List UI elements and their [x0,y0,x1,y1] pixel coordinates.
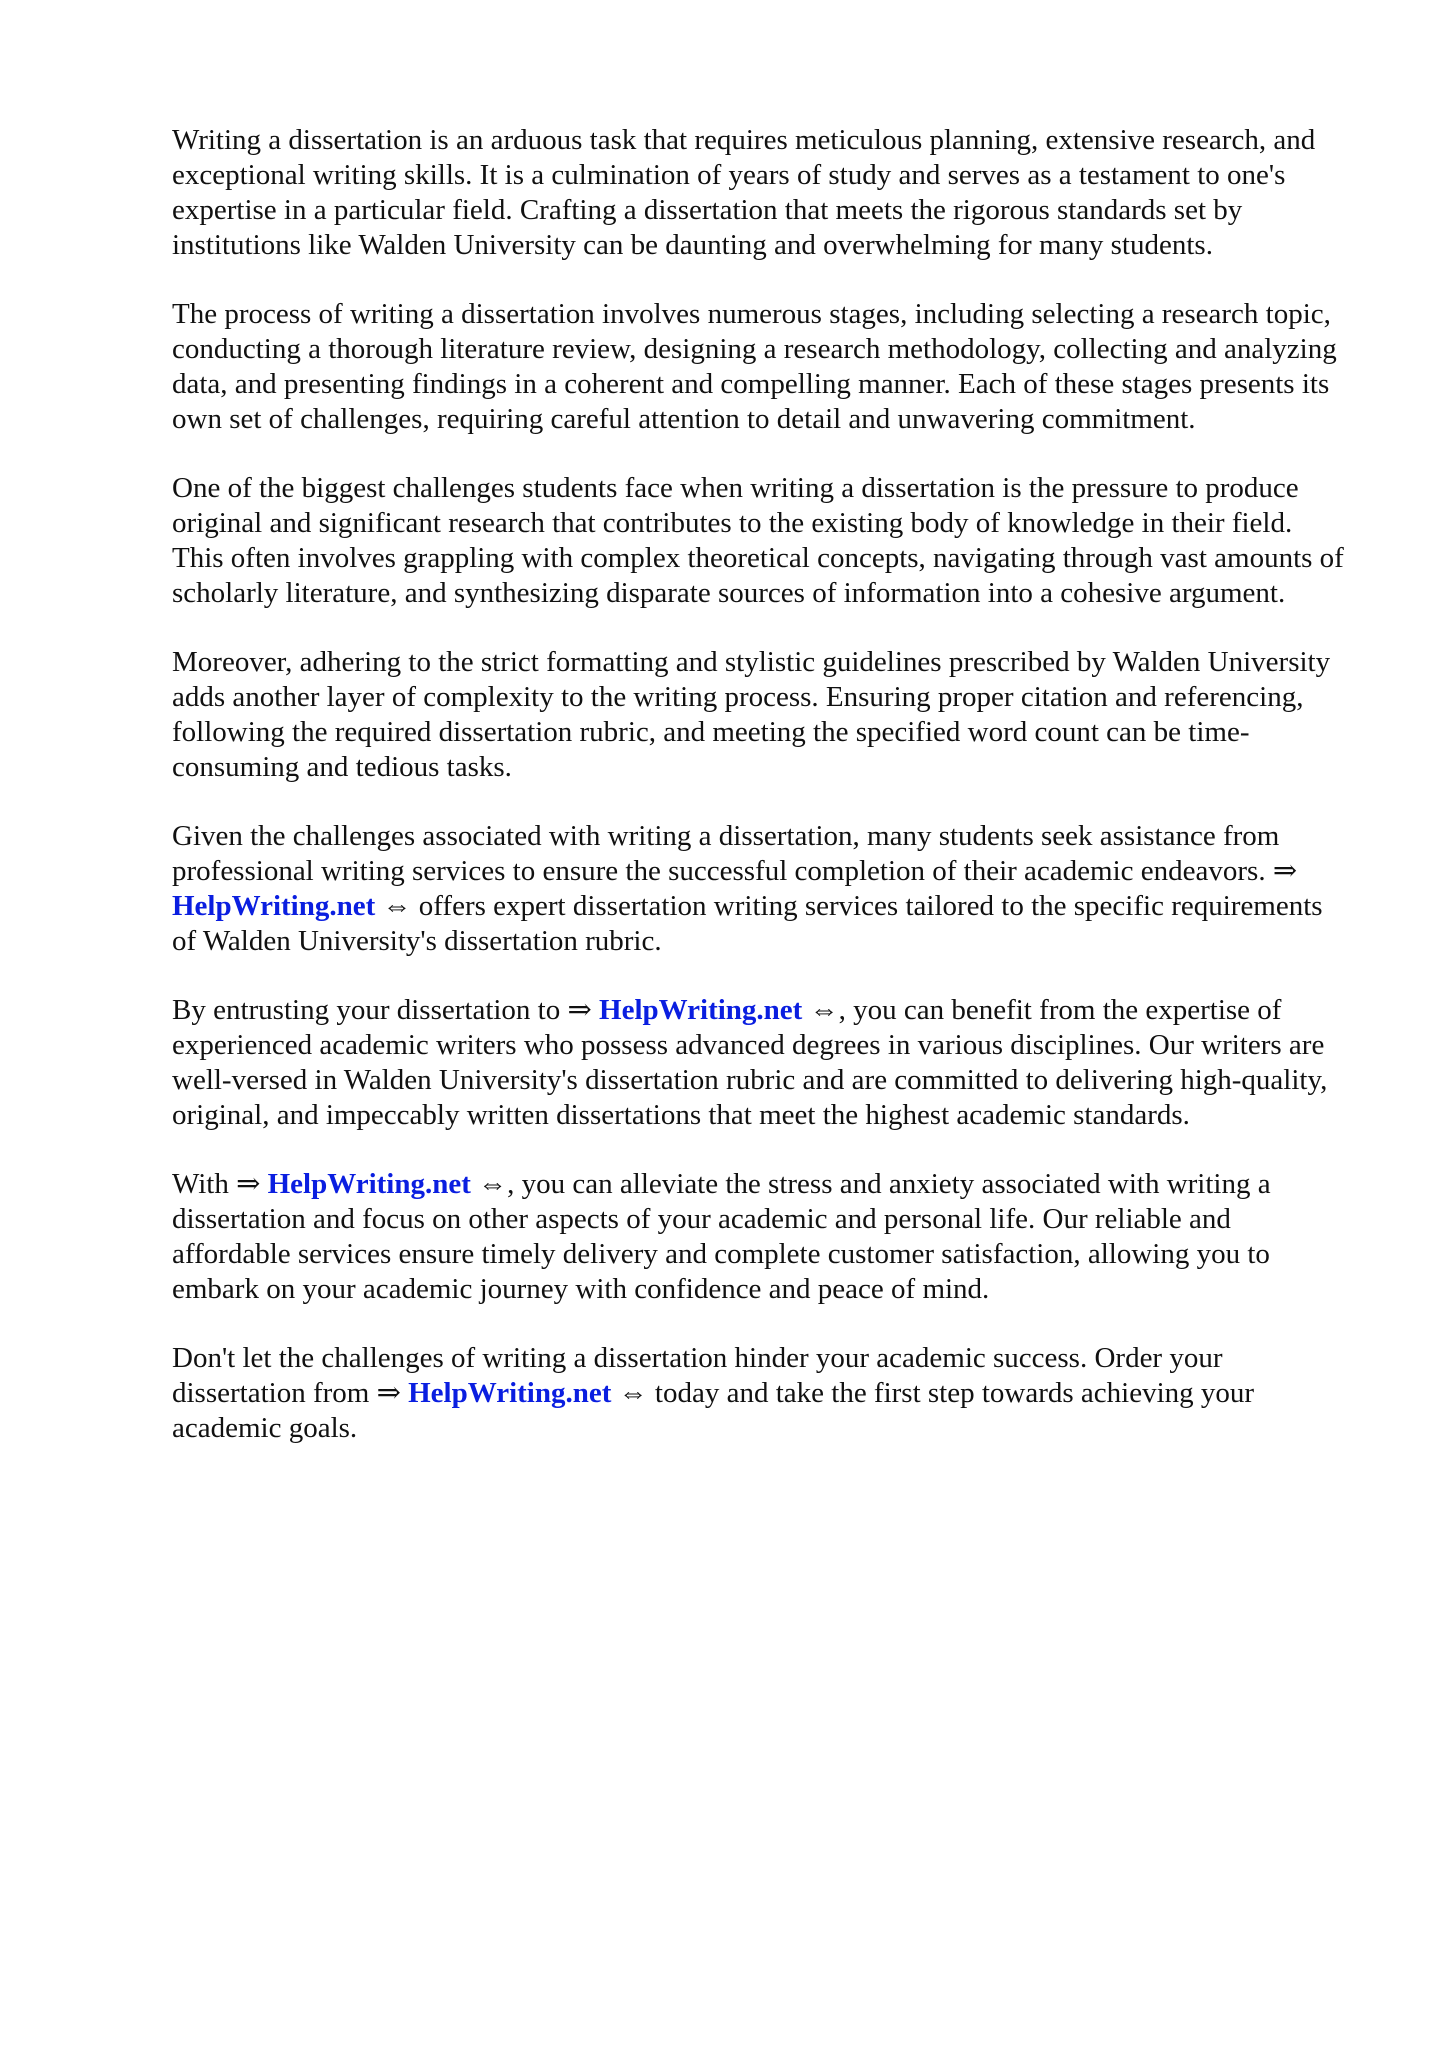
text-segment: embark on your academic journey with confidence and peace of mind. [172,1273,990,1305]
text-segment: original, and impeccably written dissertations that meet the highest academic standards. [172,1099,1190,1131]
helpwriting-link[interactable]: HelpWriting.net [599,994,803,1026]
text-segment: data, and presenting findings in a coherent and compelling manner. Each of these stages presents its [172,368,1330,400]
text-line [172,1237,1344,1272]
text-line [172,1272,1344,1307]
text-segment: Given the challenges associated with writing a dissertation, many students seek assistance from [172,820,1280,852]
text-line [172,854,1344,889]
text-segment: academic goals. [172,1412,358,1444]
text-line [172,750,1344,785]
helpwriting-link[interactable]: HelpWriting.net [408,1377,612,1409]
text-segment: This often involves grappling with complex theoretical concepts, navigating through vast amounts of [172,542,1344,574]
text-line [172,1098,1344,1133]
paragraph-8 [172,1341,1344,1446]
paragraph-6 [172,993,1344,1133]
text-segment: conducting a thorough literature review, designing a research methodology, collecting and analyzing [172,333,1337,365]
text-line [172,1063,1344,1098]
text-segment: affordable services ensure timely delivery and complete customer satisfaction, allowing you to [172,1238,1270,1270]
text-line [172,819,1344,854]
text-line [172,1341,1344,1376]
text-segment: One of the biggest challenges students face when writing a dissertation is the pressure to produce [172,472,1299,504]
text-segment: of Walden University's dissertation rubric. [172,925,662,957]
text-line [172,471,1344,506]
document-body [172,123,1344,1480]
text-segment: The process of writing a dissertation involves numerous stages, including selecting a research topic, [172,298,1331,330]
text-line [172,158,1344,193]
text-line [172,193,1344,228]
text-segment: scholarly literature, and synthesizing disparate sources of information into a cohesive argument. [172,577,1286,609]
text-line [172,1411,1344,1446]
text-segment: ⇔, you can benefit from the expertise of [802,994,1282,1026]
text-segment: Moreover, adhering to the strict formatting and stylistic guidelines prescribed by Walden University [172,646,1331,678]
paragraph-1 [172,123,1344,263]
paragraph-3 [172,471,1344,611]
text-line [172,576,1344,611]
text-line [172,1376,1344,1411]
text-line [172,123,1344,158]
text-segment: following the required dissertation rubric, and meeting the specified word count can be time- [172,716,1250,748]
text-segment: consuming and tedious tasks. [172,751,512,783]
text-segment: experienced academic writers who possess advanced degrees in various disciplines. Our writers are [172,1029,1325,1061]
paragraph-5 [172,819,1344,959]
text-line [172,680,1344,715]
paragraph-7 [172,1167,1344,1307]
text-line [172,993,1344,1028]
text-line [172,367,1344,402]
paragraph-4 [172,645,1344,785]
text-segment: dissertation from ⇒ [172,1377,409,1409]
text-segment: With ⇒ [172,1168,268,1200]
text-segment: adds another layer of complexity to the writing process. Ensuring proper citation and referencing, [172,681,1304,713]
text-line [172,645,1344,680]
text-line [172,924,1344,959]
text-segment: institutions like Walden University can be daunting and overwhelming for many students. [172,229,1213,261]
text-line [172,332,1344,367]
paragraph-2 [172,297,1344,437]
text-segment: well-versed in Walden University's dissertation rubric and are committed to delivering high-quality, [172,1064,1328,1096]
text-segment: ⇔ today and take the first step towards achieving your [611,1377,1255,1409]
text-line [172,1167,1344,1202]
text-segment: ⇔, you can alleviate the stress and anxiety associated with writing a [470,1168,1271,1200]
text-segment: exceptional writing skills. It is a culmination of years of study and serves as a testament to one's [172,159,1286,191]
text-line [172,228,1344,263]
text-segment: expertise in a particular field. Crafting a dissertation that meets the rigorous standards set by [172,194,1243,226]
helpwriting-link[interactable]: HelpWriting.net [267,1168,471,1200]
text-line [172,1028,1344,1063]
text-segment: Don't let the challenges of writing a dissertation hinder your academic success. Order your [172,1342,1223,1374]
text-segment: Writing a dissertation is an arduous task that requires meticulous planning, extensive research, and [172,124,1316,156]
text-line [172,506,1344,541]
text-segment: ⇔ offers expert dissertation writing services tailored to the specific requirements [375,890,1323,922]
text-line [172,715,1344,750]
text-line [172,541,1344,576]
helpwriting-link[interactable]: HelpWriting.net [172,890,376,922]
text-segment: By entrusting your dissertation to ⇒ [172,994,600,1026]
text-line [172,889,1344,924]
text-line [172,402,1344,437]
text-segment: own set of challenges, requiring careful attention to detail and unwavering commitment. [172,403,1196,435]
text-segment: dissertation and focus on other aspects of your academic and personal life. Our reliable and [172,1203,1231,1235]
text-line [172,297,1344,332]
text-segment: professional writing services to ensure the successful completion of their academic endeavors. ⇒ [172,855,1298,887]
text-line [172,1202,1344,1237]
text-segment: original and significant research that contributes to the existing body of knowledge in their field. [172,507,1293,539]
